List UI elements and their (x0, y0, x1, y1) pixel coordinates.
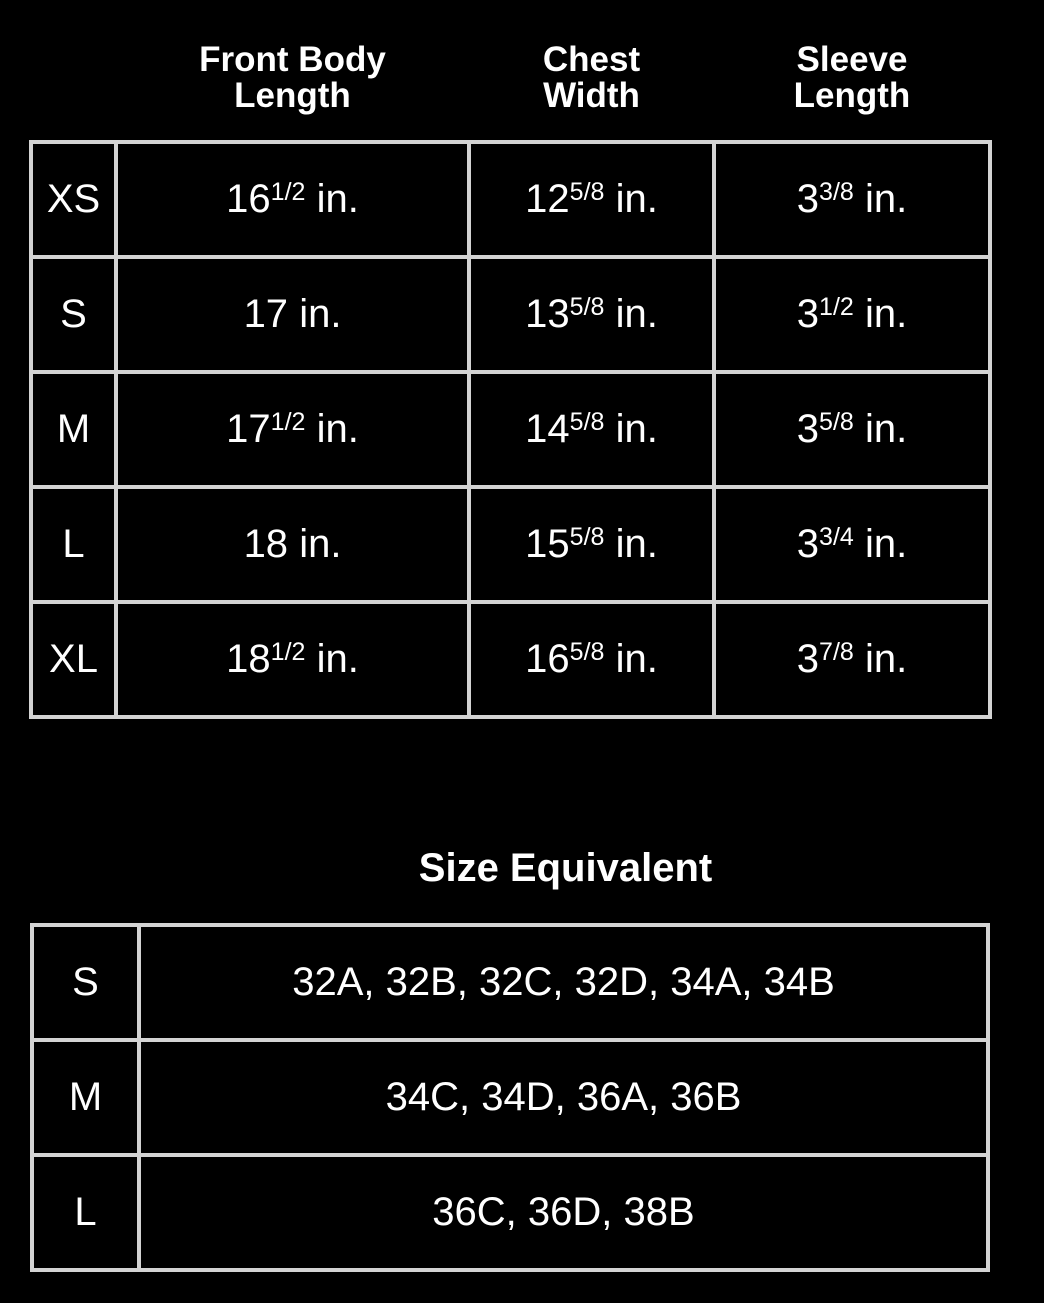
size-label: S (31, 257, 116, 372)
measurement-value: $17^{1/2}$ in. (226, 407, 359, 451)
fraction: 3/4 (819, 523, 854, 551)
size-label: M (31, 372, 116, 487)
measurement-value: $3^{7/8}$ in. (796, 637, 908, 681)
header-row (31, 0, 990, 142)
column-header-chest-width (469, 0, 714, 142)
fraction: 7/8 (819, 638, 854, 666)
measurement-value: $16^{5/8}$ in. (525, 637, 658, 681)
fraction: 1/2 (819, 293, 854, 321)
header-line: Sleeve (796, 40, 908, 79)
fraction: 3/8 (819, 178, 854, 206)
table-row-s (32, 925, 988, 1040)
fraction: 1/2 (270, 178, 306, 206)
unit: in. (864, 292, 908, 336)
table-row-l (32, 1155, 988, 1270)
front-body-length-cell (116, 372, 469, 487)
sleeve-length-cell (714, 487, 990, 602)
unit: in. (864, 522, 908, 566)
sleeve-length-cell (714, 142, 990, 257)
measurement-value: $18^{1/2}$ in. (226, 637, 359, 681)
unit: in. (864, 637, 908, 681)
fraction: 5/8 (569, 408, 605, 436)
measurement-value: 17 in. (243, 292, 342, 336)
measurements-table-body (31, 142, 990, 717)
size-equivalent-title: Size Equivalent (418, 846, 713, 890)
measurement-value: $16^{1/2}$ in. (226, 177, 359, 221)
measurement-value: $13^{5/8}$ in. (525, 292, 658, 336)
header-line: Length (793, 76, 911, 115)
header-line: Width (543, 76, 640, 115)
unit: in. (615, 407, 658, 451)
chest-width-cell (469, 257, 714, 372)
measurement-value: 18 in. (243, 522, 342, 566)
column-header-sleeve-length (714, 0, 990, 142)
fraction: 5/8 (569, 523, 605, 551)
equivalent-sizes-cell: 34C, 34D, 36A, 36B (139, 1040, 988, 1155)
column-header-front-body-length (116, 0, 469, 142)
measurement-value: $14^{5/8}$ in. (525, 407, 658, 451)
unit: in. (299, 522, 342, 566)
chest-width-cell (469, 142, 714, 257)
size-label: L (31, 487, 116, 602)
measurements-table-header (31, 0, 990, 142)
front-body-length-cell (116, 602, 469, 717)
fraction: 1/2 (270, 638, 306, 666)
measurement-value: $3^{5/8}$ in. (796, 407, 908, 451)
measurement-value: $3^{3/8}$ in. (796, 177, 908, 221)
unit: in. (316, 177, 359, 221)
header-line: Length (234, 76, 351, 115)
unit: in. (615, 177, 658, 221)
measurement-value: $3^{3/4}$ in. (796, 522, 908, 566)
chest-width-cell (469, 602, 714, 717)
front-body-length-cell (116, 142, 469, 257)
size-equivalent-table-body (32, 925, 988, 1270)
equivalent-sizes-cell: 36C, 36D, 38B (139, 1155, 988, 1270)
front-body-length-cell (116, 257, 469, 372)
sleeve-length-cell (714, 257, 990, 372)
size-label: S (32, 925, 139, 1040)
chest-width-cell (469, 487, 714, 602)
table-row-xs (31, 142, 990, 257)
sleeve-length-cell (714, 602, 990, 717)
unit: in. (615, 522, 658, 566)
measurement-value: $12^{5/8}$ in. (525, 177, 658, 221)
table-row-l (31, 487, 990, 602)
size-equivalent-table (30, 923, 990, 1272)
size-label: XS (31, 142, 116, 257)
table-row-s (31, 257, 990, 372)
chest-width-cell (469, 372, 714, 487)
front-body-length-cell (116, 487, 469, 602)
measurements-table (29, 0, 992, 719)
fraction: 5/8 (819, 408, 854, 436)
header-line: Front Body (199, 40, 386, 79)
fraction: 5/8 (569, 178, 605, 206)
size-label: M (32, 1040, 139, 1155)
unit: in. (864, 407, 908, 451)
unit: in. (299, 292, 342, 336)
measurement-value: $15^{5/8}$ in. (525, 522, 658, 566)
corner-spacer (31, 0, 116, 142)
fraction: 5/8 (569, 638, 605, 666)
header-line: Chest (542, 40, 641, 79)
measurement-value: $3^{1/2}$ in. (796, 292, 908, 336)
unit: in. (615, 637, 658, 681)
table-row-m (31, 372, 990, 487)
fraction: 1/2 (270, 408, 306, 436)
unit: in. (316, 637, 359, 681)
sleeve-length-cell (714, 372, 990, 487)
table-row-xl (31, 602, 990, 717)
unit: in. (316, 407, 359, 451)
unit: in. (864, 177, 908, 221)
table-row-m (32, 1040, 988, 1155)
size-label: XL (31, 602, 116, 717)
size-label: L (32, 1155, 139, 1270)
unit: in. (615, 292, 658, 336)
fraction: 5/8 (569, 293, 605, 321)
equivalent-sizes-cell: 32A, 32B, 32C, 32D, 34A, 34B (139, 925, 988, 1040)
